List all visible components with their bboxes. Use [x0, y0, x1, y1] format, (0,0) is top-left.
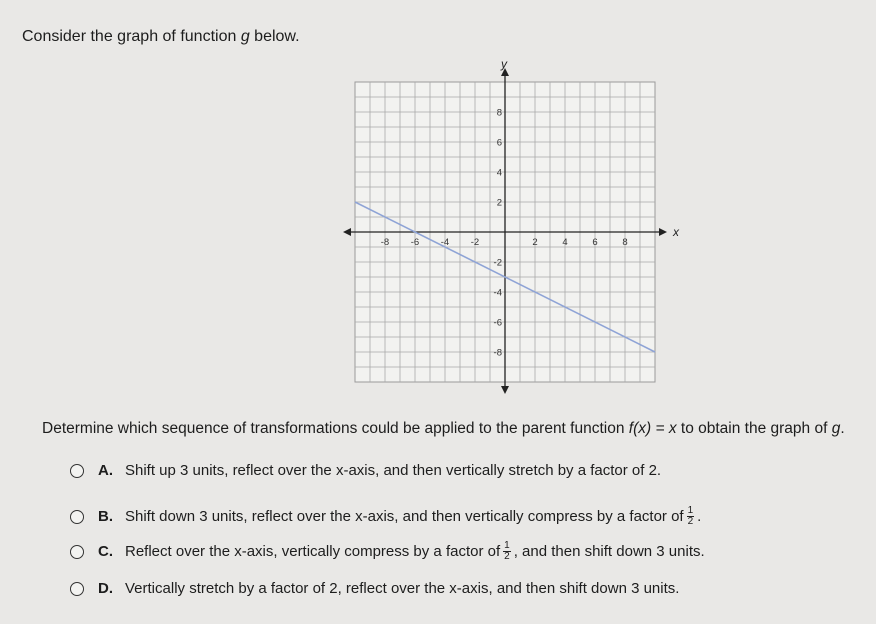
y-tick-label: 6 [496, 137, 502, 149]
y-tick-label: -8 [493, 347, 502, 359]
title-text-after: below. [249, 28, 300, 45]
choice-b[interactable] [70, 506, 701, 527]
x-tick-label: 8 [622, 237, 628, 248]
x-tick-label: 6 [592, 237, 598, 248]
x-tick-label: -6 [410, 237, 420, 248]
choice-d-letter: D. [98, 580, 113, 597]
choice-c[interactable] [70, 541, 705, 562]
y-axis-label: y [501, 57, 507, 71]
prompt-text-before: Determine which sequence of transformations could be applied to the parent function [42, 420, 629, 437]
x-tick-label: 4 [562, 237, 568, 248]
choice-b-text-after: . [697, 508, 702, 525]
x-axis-arrow-right-icon [659, 228, 667, 236]
choice-d-radio[interactable] [70, 582, 84, 596]
x-tick-label: -8 [380, 237, 390, 248]
y-tick-label: -6 [493, 317, 502, 329]
question-title [22, 28, 300, 46]
choice-b-radio[interactable] [70, 510, 84, 524]
choice-b-fraction-numerator: 1 [687, 505, 694, 516]
choice-c-text-after: , and then shift down 3 units. [513, 543, 705, 560]
choice-b-fraction-denominator: 2 [687, 516, 694, 527]
choice-c-letter: C. [98, 543, 113, 560]
choice-c-fraction-denominator: 2 [504, 551, 510, 562]
choice-b-text-before: Shift down 3 units, reflect over the x-axis, and then vertically compress by a factor of [125, 508, 684, 525]
x-axis-arrow-left-icon [343, 228, 351, 236]
choice-b-fraction [687, 506, 695, 527]
question-prompt [42, 420, 845, 438]
x-tick-label: 2 [532, 237, 538, 248]
title-function-name: g [240, 28, 250, 45]
choice-c-fraction [503, 541, 511, 562]
y-tick-label: 4 [496, 167, 502, 179]
x-tick-label: -4 [440, 237, 450, 248]
title-text-before: Consider the graph of function [22, 28, 241, 45]
x-tick-label: -2 [470, 237, 480, 248]
choice-b-letter: B. [98, 508, 113, 525]
y-axis-arrow-down-icon [501, 386, 509, 394]
function-graph [340, 57, 679, 400]
prompt-parent-function: f(x) = x [628, 420, 677, 437]
y-tick-label: 8 [496, 107, 502, 119]
choice-c-fraction-numerator: 1 [504, 540, 510, 551]
choice-c-radio[interactable] [70, 545, 84, 559]
choice-c-text-before: Reflect over the x-axis, vertically compress by a factor of [125, 543, 501, 560]
x-axis-label: x [673, 225, 679, 239]
prompt-text-end: . [840, 420, 845, 437]
choice-a-text: Shift up 3 units, reflect over the x-axis, and then vertically stretch by a factor of 2. [125, 462, 662, 479]
y-tick-label: -2 [493, 257, 502, 269]
choice-a-radio[interactable] [70, 464, 84, 478]
choice-a[interactable] [70, 462, 661, 479]
prompt-function-name: g [831, 420, 841, 437]
prompt-text-middle: to obtain the graph of [676, 420, 832, 437]
choice-a-letter: A. [98, 462, 113, 479]
y-tick-label: -4 [493, 287, 502, 299]
choice-d[interactable] [70, 580, 679, 597]
y-tick-label: 2 [496, 197, 502, 209]
choice-d-text: Vertically stretch by a factor of 2, reflect over the x-axis, and then shift down 3 units. [125, 580, 680, 597]
